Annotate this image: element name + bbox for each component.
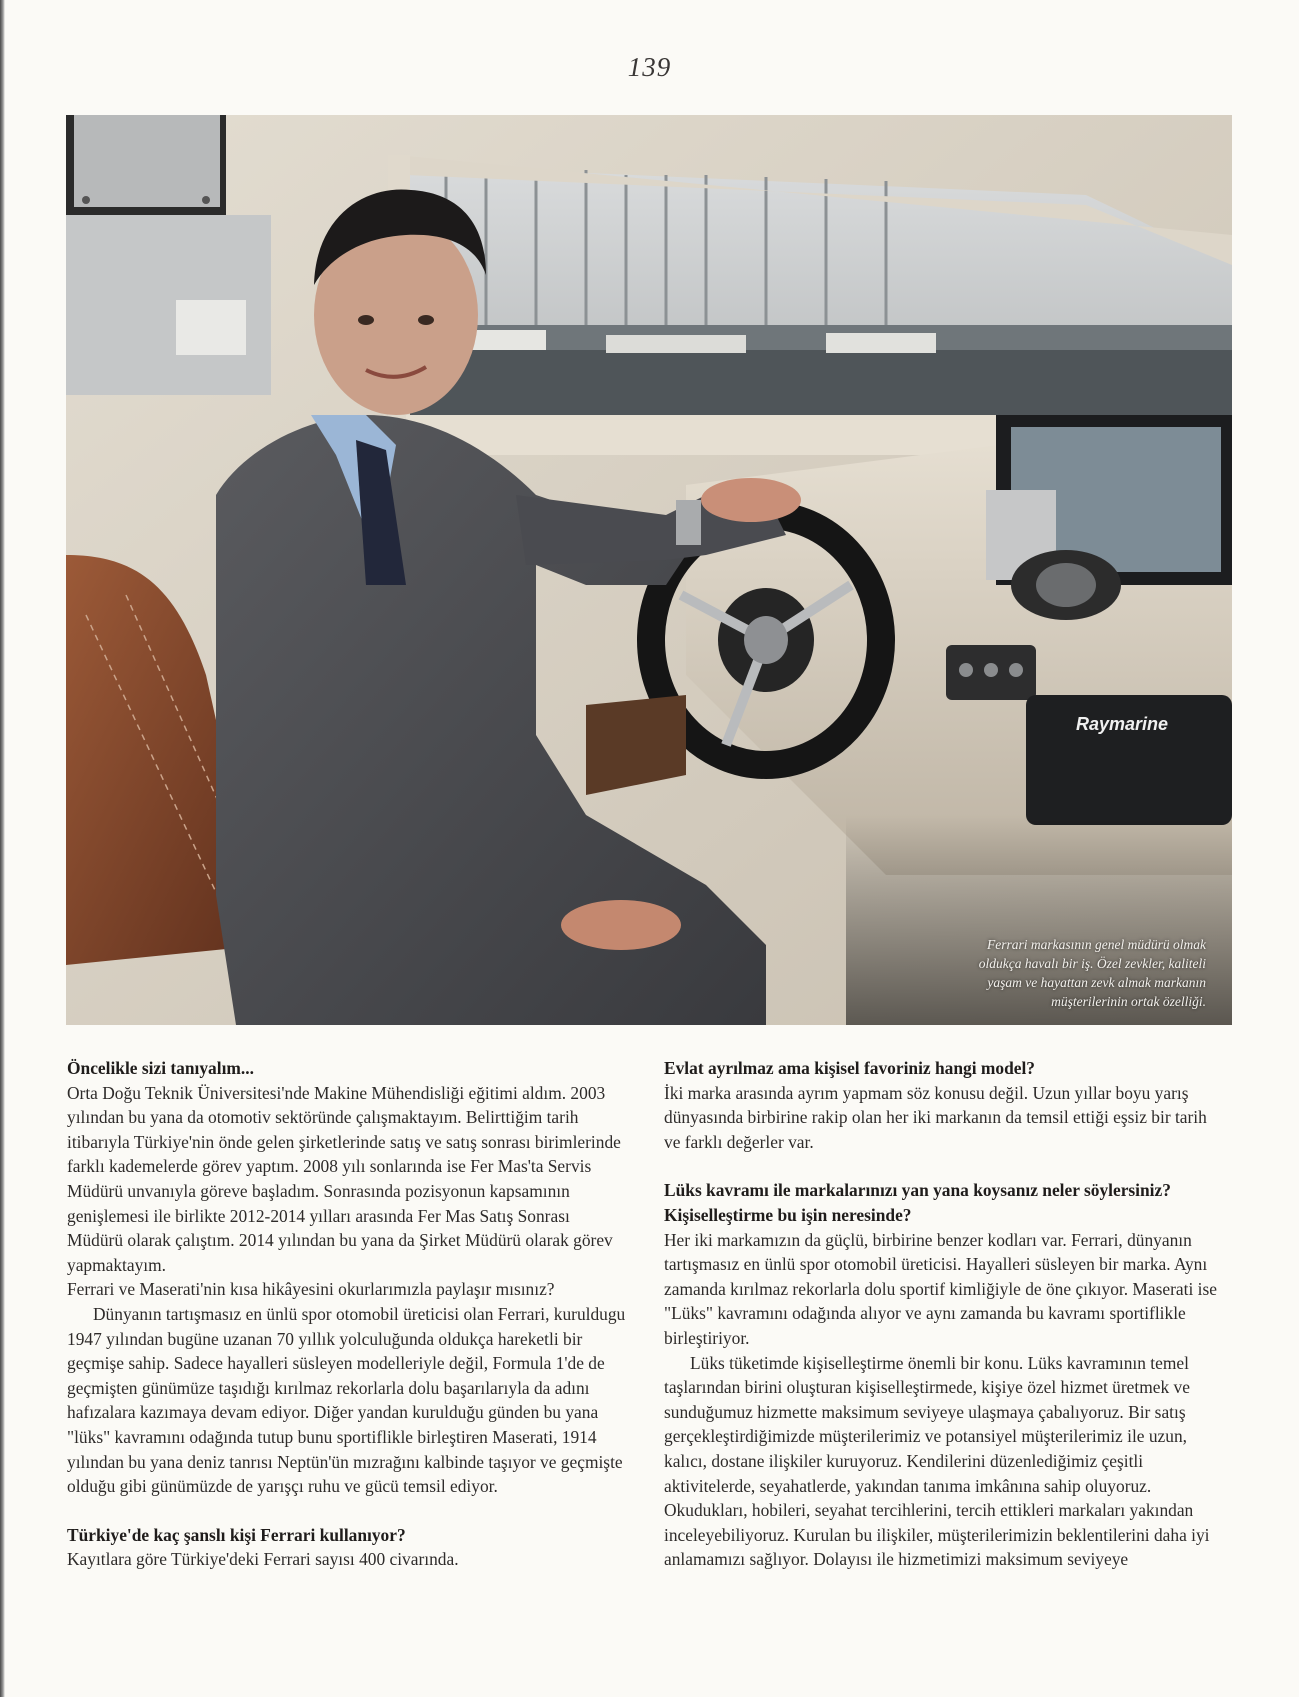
- left-column: [67, 1056, 627, 1572]
- answer-3: Kayıtlara göre Türkiye'deki Ferrari sayısı 400 civarında.: [67, 1549, 459, 1570]
- photo-caption: Ferrari markasının genel müdürü olmak oldukça havalı bir iş. Özel zevkler, kaliteli yaşam ve hayattan zevk almak markanın müşterilerinin ortak özelliği.: [978, 937, 1206, 1009]
- answer-4: İki marka arasında ayrım yapmam söz konusu değil. Uzun yıllar boyu yarış dünyasında birbirine rakip olan her iki markanın da temsil ettiği eşsiz bir tarih ve farklı değerler var.: [664, 1082, 1207, 1152]
- question-2-inline: Ferrari ve Maserati'nin kısa hikâyesini okurlarımızla paylaşır mısınız?: [67, 1279, 555, 1300]
- page-edge-shadow: [0, 0, 5, 1697]
- photo-icon: [66, 115, 1232, 1025]
- question-1: Öncelikle sizi tanıyalım...: [67, 1058, 254, 1078]
- page-number: 139: [627, 52, 672, 82]
- display-brand-logo: Raymarine: [1076, 714, 1169, 734]
- answer-1: Orta Doğu Teknik Üniversitesi'nde Makine Mühendisliği eğitimi aldım. 2003 yılından bu yana da otomotiv sektöründe çalışmaktayım. Belirttiğim tarih itibarıyla Türkiye'nin önde gelen şirketlerinde satış ve satış sonrası birimlerinde farklı kademelerde görev yaptım. 2008 yılı sonlarında ise Fer Mas'ta Servis Müdürü unvanıyla göreve başladım. Sonrasında pozisyonun kapsamının genişlemesi ile birlikte 2012-2014 yılları arasında Fer Mas Satış Sonrası Müdürü olarak çalıştım. 2014 yılından bu yana da Şirket Müdürü olarak görev yapmaktayım.: [67, 1082, 621, 1275]
- question-5: Lüks kavramı ile markalarınızı yan yana koysanız neler söylersiniz? Kişiselleştirme bu işin neresinde?: [664, 1180, 1171, 1225]
- answer-5-continued: Lüks tüketimde kişiselleştirme önemli bir konu. Lüks kavramının temel taşlarından birini oluşturan kişiselleştirmede, kişiye özel hizmet üretmek ve sunduğumuz hizmette maksimum seviyeye ulaşmaya çabalıyoruz. Bir satış gerçekleştirdiğimizde müşterilerimiz ve potansiyel müşterilerimiz ile uzun, kalıcı, dostane ilişkiler kuruyoruz. Kendilerini düzenlediğimiz çeşitli aktivitelerde, seyahatlerde, yakından tanıma imkânına sahip oluyoruz. Okudukları, hobileri, seyahat tercihlerini, tercih ettikleri markaları yakından inceleyebiliyoruz. Kurulan bu ilişkiler, müşterilerimizin beklentilerini daha iyi anlamamızı sağlıyor. Dolayısı ile hizmetimizi maksimum seviyeye: [664, 1352, 1210, 1570]
- answer-5: Her iki markamızın da güçlü, birbirine benzer kodları var. Ferrari, dünyanın tartışmasız en ünlü spor otomobil üreticisi. Hayalleri süsleyen bir marka. Aynı zamanda kırılmaz rekorlarla dolu sportif kimliğiyle de öne çıkıyor. Maserati ise "Lüks" kavramını odağında alıyor ve aynı zamanda bu kavramı sportiflikle birleştiriyor.: [664, 1229, 1217, 1348]
- question-4: Evlat ayrılmaz ama kişisel favoriniz hangi model?: [664, 1058, 1035, 1078]
- photo-man-at-yacht-helm: [66, 115, 1232, 1025]
- question-3: Türkiye'de kaç şanslı kişi Ferrari kullanıyor?: [67, 1524, 406, 1545]
- answer-2: Dünyanın tartışmasız en ünlü spor otomobil üreticisi olan Ferrari, kuruldugu 1947 yılından bugüne uzanan 70 yıllık yolculuğunda oldukça hareketli bir geçmişe sahip. Sadece hayalleri süsleyen modelleriyle değil, Formula 1'de de geçmişten günümüze taşıdığı kırılmaz rekorlarla dolu başarılarıyla da adını hafızalara kazımaya devam ediyor. Diğer yandan kurulduğu günden bu yana "lüks" kavramını odağında tutup bunu sportiflikle birleştiren Maserati, 1914 yılından bu yana deniz tanrısı Neptün'ün mızrağını kalbinde taşıyor ve geçmişte olduğu gibi günümüzde de yarışçı ruhu ve gücü temsil ediyor.: [67, 1303, 626, 1497]
- right-column: [664, 1056, 1224, 1572]
